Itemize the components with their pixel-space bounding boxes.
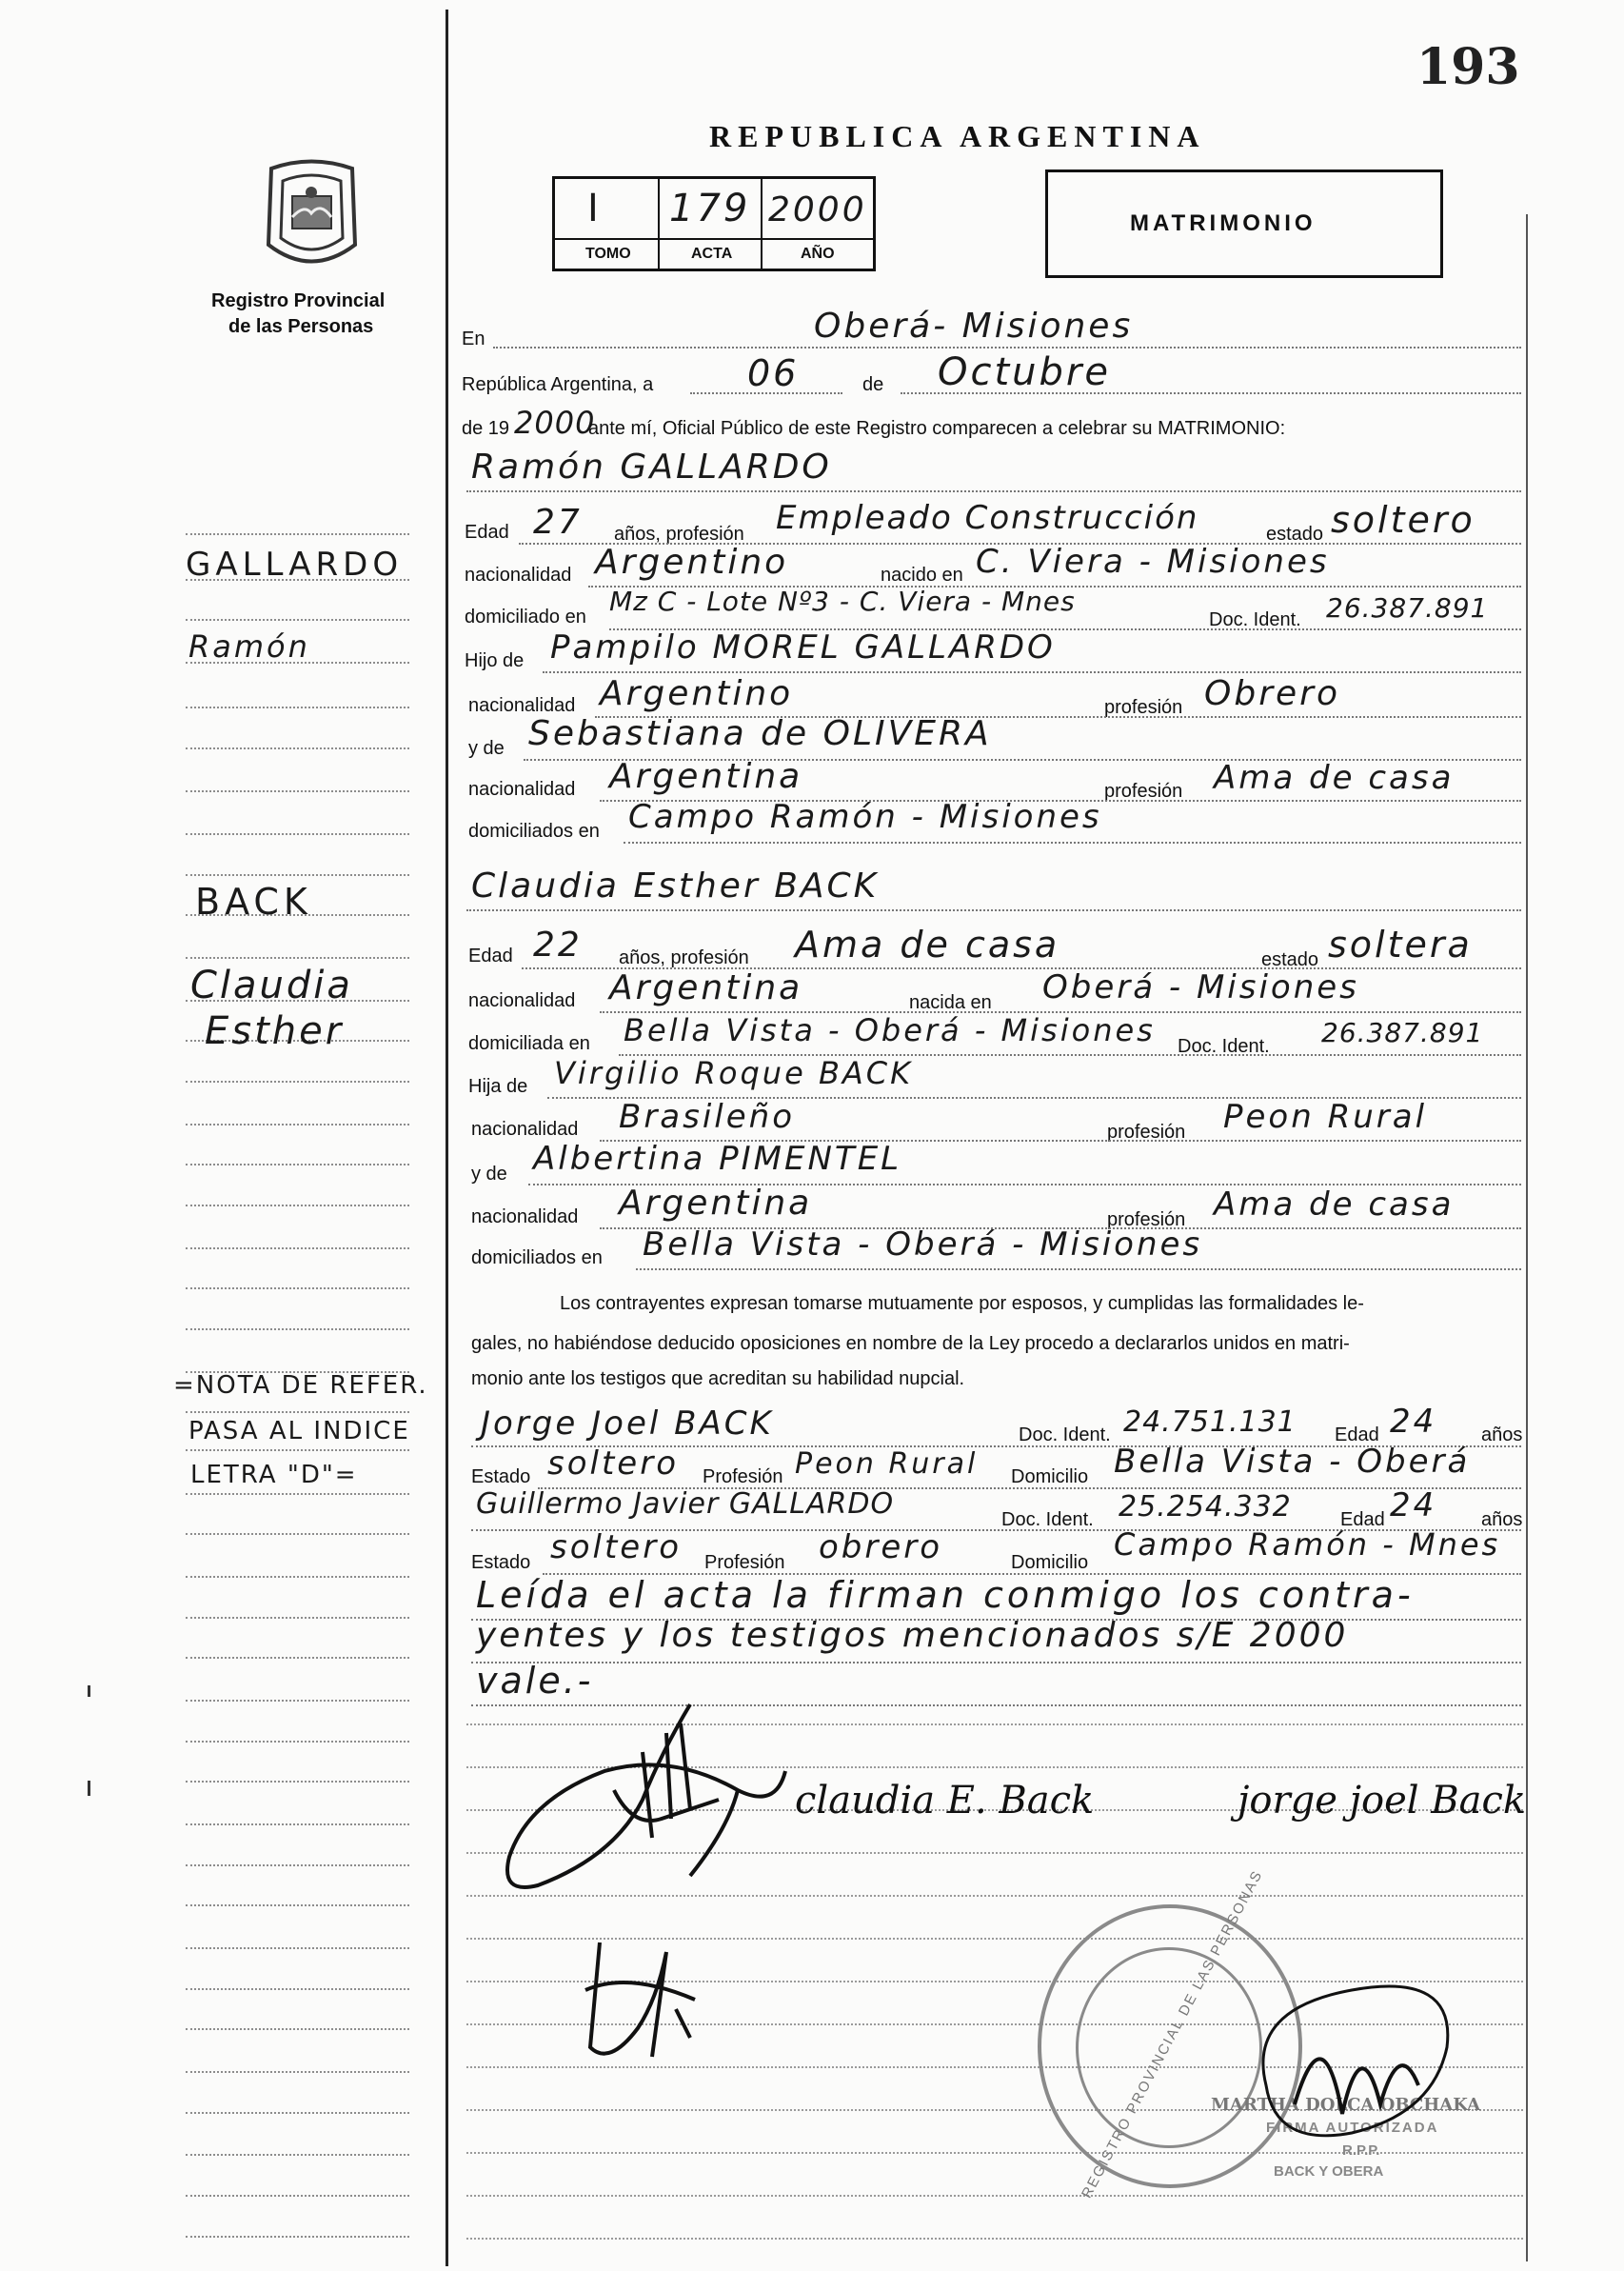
- second-witness-signature: [571, 1933, 704, 2076]
- groom-mother-profession: Ama de casa: [1214, 759, 1455, 797]
- registry-name-line2: de las Personas: [228, 316, 374, 337]
- groom-father-prof-label: profesión: [1104, 697, 1183, 718]
- acta-label: ACTA: [691, 246, 733, 262]
- groom-parents-domicile: Campo Ramón - Misiones: [628, 798, 1102, 836]
- margin-groom-surname: GALLARDO: [186, 546, 404, 584]
- witness2-prof-label: Profesión: [704, 1552, 785, 1573]
- tomo-label: TOMO: [585, 246, 631, 262]
- stamp-office: R.P.P.: [1342, 2142, 1380, 2159]
- groom-mother-nationality: Argentina: [609, 757, 803, 796]
- bride-mother-prof-label: profesión: [1107, 1209, 1186, 1230]
- witness1-doc-label: Doc. Ident.: [1019, 1424, 1111, 1445]
- margin-tick-1: [88, 1685, 90, 1697]
- bride-name-line: [466, 909, 1521, 911]
- groom-domiciliado-label: domiciliado en: [465, 607, 586, 628]
- day-value: 06: [747, 352, 800, 394]
- groom-father-profession: Obrero: [1204, 674, 1340, 713]
- bride-birthplace: Oberá - Misiones: [1042, 968, 1359, 1006]
- witness2-profession: obrero: [819, 1528, 943, 1566]
- official-signature: [1238, 1971, 1466, 2161]
- bride-father: Virgilio Roque BACK: [554, 1055, 914, 1091]
- bride-age: 22: [533, 926, 583, 965]
- witness2-dom-label: Domicilio: [1011, 1552, 1089, 1573]
- groom-nationality: Argentino: [595, 543, 789, 582]
- bride-edad-label: Edad: [468, 946, 513, 966]
- witness1-prof-label: Profesión: [703, 1466, 783, 1487]
- bride-domiciliados-label: domiciliados en: [471, 1247, 603, 1268]
- record-box-label-row: [555, 238, 873, 270]
- record-type-label: MATRIMONIO: [1130, 210, 1317, 236]
- acta-value: 179: [669, 187, 751, 230]
- bride-domiciliada-label: domiciliada en: [468, 1033, 590, 1054]
- right-border: [1526, 214, 1528, 2261]
- stamp-ring-text: REGISTRO PROVINCIAL DE LAS PERSONAS: [1078, 1866, 1267, 2201]
- witness1-profession: Peon Rural: [795, 1447, 979, 1481]
- witness1-dom-label: Domicilio: [1011, 1466, 1089, 1487]
- closing-line2: yentes y los testigos mencionados s/E 2000: [476, 1616, 1349, 1655]
- margin-note-line1: =NOTA DE REFER.: [173, 1371, 428, 1400]
- groom-mother-prof-label: profesión: [1104, 781, 1183, 802]
- witness2-name: Guillermo Javier GALLARDO: [476, 1487, 895, 1521]
- place-value: Oberá- Misiones: [814, 307, 1134, 346]
- bride-name: Claudia Esther BACK: [471, 867, 880, 906]
- province-seal: [252, 154, 371, 278]
- bride-father-nat-label: nacionalidad: [471, 1119, 579, 1140]
- bride-parents-dom-line: [636, 1268, 1521, 1270]
- witness1-domicile: Bella Vista - Oberá: [1114, 1443, 1471, 1481]
- month-value: Octubre: [938, 350, 1111, 394]
- bride-nationality: Argentina: [609, 968, 803, 1007]
- stamp-title: FIRMA AUTORIZADA: [1266, 2120, 1439, 2136]
- margin-note-line3: LETRA "D"=: [190, 1461, 358, 1489]
- groom-father-nat-label: nacionalidad: [468, 695, 576, 716]
- groom-name: Ramón GALLARDO: [471, 448, 832, 487]
- bride-father-nationality: Brasileño: [619, 1098, 796, 1136]
- groom-edad-label: Edad: [465, 522, 509, 543]
- groom-estado-label: estado: [1266, 524, 1324, 545]
- groom-domicile: Mz C - Lote Nº3 - C. Viera - Mnes: [609, 586, 1076, 617]
- stamp-place: BACK Y OBERA: [1274, 2163, 1384, 2180]
- record-number-box: [552, 176, 876, 271]
- margin-bride-given2: Esther: [205, 1009, 345, 1053]
- witness2-edad-label: Edad: [1340, 1509, 1385, 1530]
- witness2-estado: soltero: [550, 1528, 682, 1566]
- witness2-doc-label: Doc. Ident.: [1001, 1509, 1094, 1530]
- bride-signature: claudia E. Back: [795, 1779, 1095, 1823]
- seal-icon: [252, 154, 371, 278]
- bride-mother-profession: Ama de casa: [1214, 1185, 1455, 1224]
- bride-nacida-label: nacida en: [909, 992, 992, 1013]
- bride-estado-label: estado: [1261, 949, 1319, 970]
- closing-line3: vale.-: [476, 1660, 594, 1702]
- bride-domicile: Bella Vista - Oberá - Misiones: [624, 1012, 1156, 1048]
- groom-anos-profesion-label: años, profesión: [614, 524, 744, 545]
- page-number: 193: [1416, 38, 1520, 96]
- witness-signature: jorge joel Back: [1238, 1779, 1527, 1823]
- record-type-box: [1045, 169, 1443, 278]
- groom-name-line: [466, 490, 1521, 492]
- groom-mother: Sebastiana de OLIVERA: [528, 714, 992, 753]
- witness1-edad-label: Edad: [1335, 1424, 1379, 1445]
- witness2-estado-label: Estado: [471, 1552, 531, 1573]
- groom-estado: soltero: [1331, 499, 1475, 541]
- groom-father-nationality: Argentino: [600, 674, 794, 713]
- declaration-line3: monio ante los testigos que acreditan su habilidad nupcial.: [471, 1368, 965, 1389]
- declaration-line1: Los contrayentes expresan tomarse mutuamente por esposos, y cumplidas las formalidades le-: [560, 1293, 1364, 1314]
- groom-parents-dom-line: [624, 842, 1521, 844]
- closing-line2-rule: [471, 1662, 1521, 1663]
- groom-father: Pampilo MOREL GALLARDO: [550, 628, 1056, 667]
- groom-doc: 26.387.891: [1326, 592, 1489, 624]
- official-signature-icon: [1238, 1971, 1466, 2161]
- margin-note-line2: PASA AL INDICE: [188, 1417, 410, 1445]
- groom-birthplace: C. Viera - Misiones: [976, 543, 1330, 581]
- groom-domiciliados-label: domiciliados en: [468, 821, 600, 842]
- bride-doc-label: Doc. Ident.: [1178, 1036, 1270, 1057]
- place-line: [493, 347, 1521, 349]
- groom-nacido-label: nacido en: [881, 565, 963, 586]
- bride-parents-domicile: Bella Vista - Oberá - Misiones: [643, 1225, 1203, 1264]
- witness1-estado: soltero: [547, 1444, 679, 1483]
- de-label: de: [862, 374, 884, 395]
- bride-doc: 26.387.891: [1321, 1017, 1484, 1048]
- groom-mother-nat-label: nacionalidad: [468, 779, 576, 800]
- groom-signature-icon: [500, 1695, 804, 1923]
- stamp-name: MARTHA DOLCA OBCHAKA: [1211, 2095, 1481, 2115]
- column-divider: [446, 10, 448, 2266]
- bride-father-prof-label: profesión: [1107, 1122, 1186, 1143]
- closing-line1: Leída el acta la firman conmigo los contra-: [476, 1574, 1415, 1616]
- groom-hijo-label: Hijo de: [465, 650, 525, 671]
- declaration-line2: gales, no habiéndose deducido oposiciones en nombre de la Ley procedo a declararlos unidos en matri-: [471, 1333, 1350, 1354]
- margin-groom-given: Ramón: [188, 628, 310, 665]
- groom-nacionalidad-label: nacionalidad: [465, 565, 572, 586]
- witness2-age: 24: [1390, 1486, 1437, 1524]
- groom-signature: [500, 1695, 804, 1923]
- groom-profession: Empleado Construcción: [776, 499, 1199, 537]
- groom-age: 27: [533, 503, 583, 542]
- witness2-doc: 25.254.332: [1119, 1490, 1292, 1524]
- witness1-doc: 24.751.131: [1123, 1405, 1297, 1439]
- bride-mother-nationality: Argentina: [619, 1184, 813, 1223]
- witness1-estado-label: Estado: [471, 1466, 531, 1487]
- bride-mother-nat-label: nacionalidad: [471, 1206, 579, 1227]
- bride-hija-label: Hija de: [468, 1076, 528, 1097]
- republica-label: República Argentina, a: [462, 374, 654, 395]
- margin-bride-surname: BACK: [195, 881, 312, 923]
- bride-father-profession: Peon Rural: [1223, 1098, 1428, 1136]
- country-title: REPUBLICA ARGENTINA: [709, 119, 1206, 153]
- en-label: En: [462, 329, 485, 349]
- ano-value: 2000: [768, 190, 867, 229]
- bride-mother: Albertina PIMENTEL: [533, 1140, 902, 1178]
- witness2-anos-label: años: [1481, 1509, 1523, 1530]
- witness1-anos-label: años: [1481, 1424, 1523, 1445]
- witness1-name: Jorge Joel BACK: [481, 1404, 774, 1443]
- registry-name-line1: Registro Provincial: [211, 290, 386, 311]
- year-value: 2000: [514, 405, 596, 441]
- groom-yde-label: y de: [468, 738, 505, 759]
- year-prefix: de 19: [462, 418, 510, 439]
- groom-father-line: [543, 671, 1521, 673]
- tomo-value: I: [587, 187, 602, 230]
- witness2-domicile: Campo Ramón - Mnes: [1114, 1526, 1501, 1563]
- groom-doc-label: Doc. Ident.: [1209, 609, 1301, 630]
- second-witness-signature-icon: [571, 1933, 704, 2076]
- margin-tick-2: [88, 1781, 90, 1796]
- bride-yde-label: y de: [471, 1164, 507, 1185]
- bride-profession: Ama de casa: [795, 924, 1060, 966]
- bride-estado: soltera: [1328, 924, 1473, 966]
- intro-text: ante mí, Oficial Público de este Registro comparecen a celebrar su MATRIMONIO:: [588, 418, 1286, 439]
- ano-label: AÑO: [801, 246, 835, 262]
- bride-nacionalidad-label: nacionalidad: [468, 990, 576, 1011]
- witness1-age: 24: [1390, 1403, 1437, 1441]
- bride-anos-profesion-label: años, profesión: [619, 947, 749, 968]
- margin-bride-given1: Claudia: [190, 964, 353, 1007]
